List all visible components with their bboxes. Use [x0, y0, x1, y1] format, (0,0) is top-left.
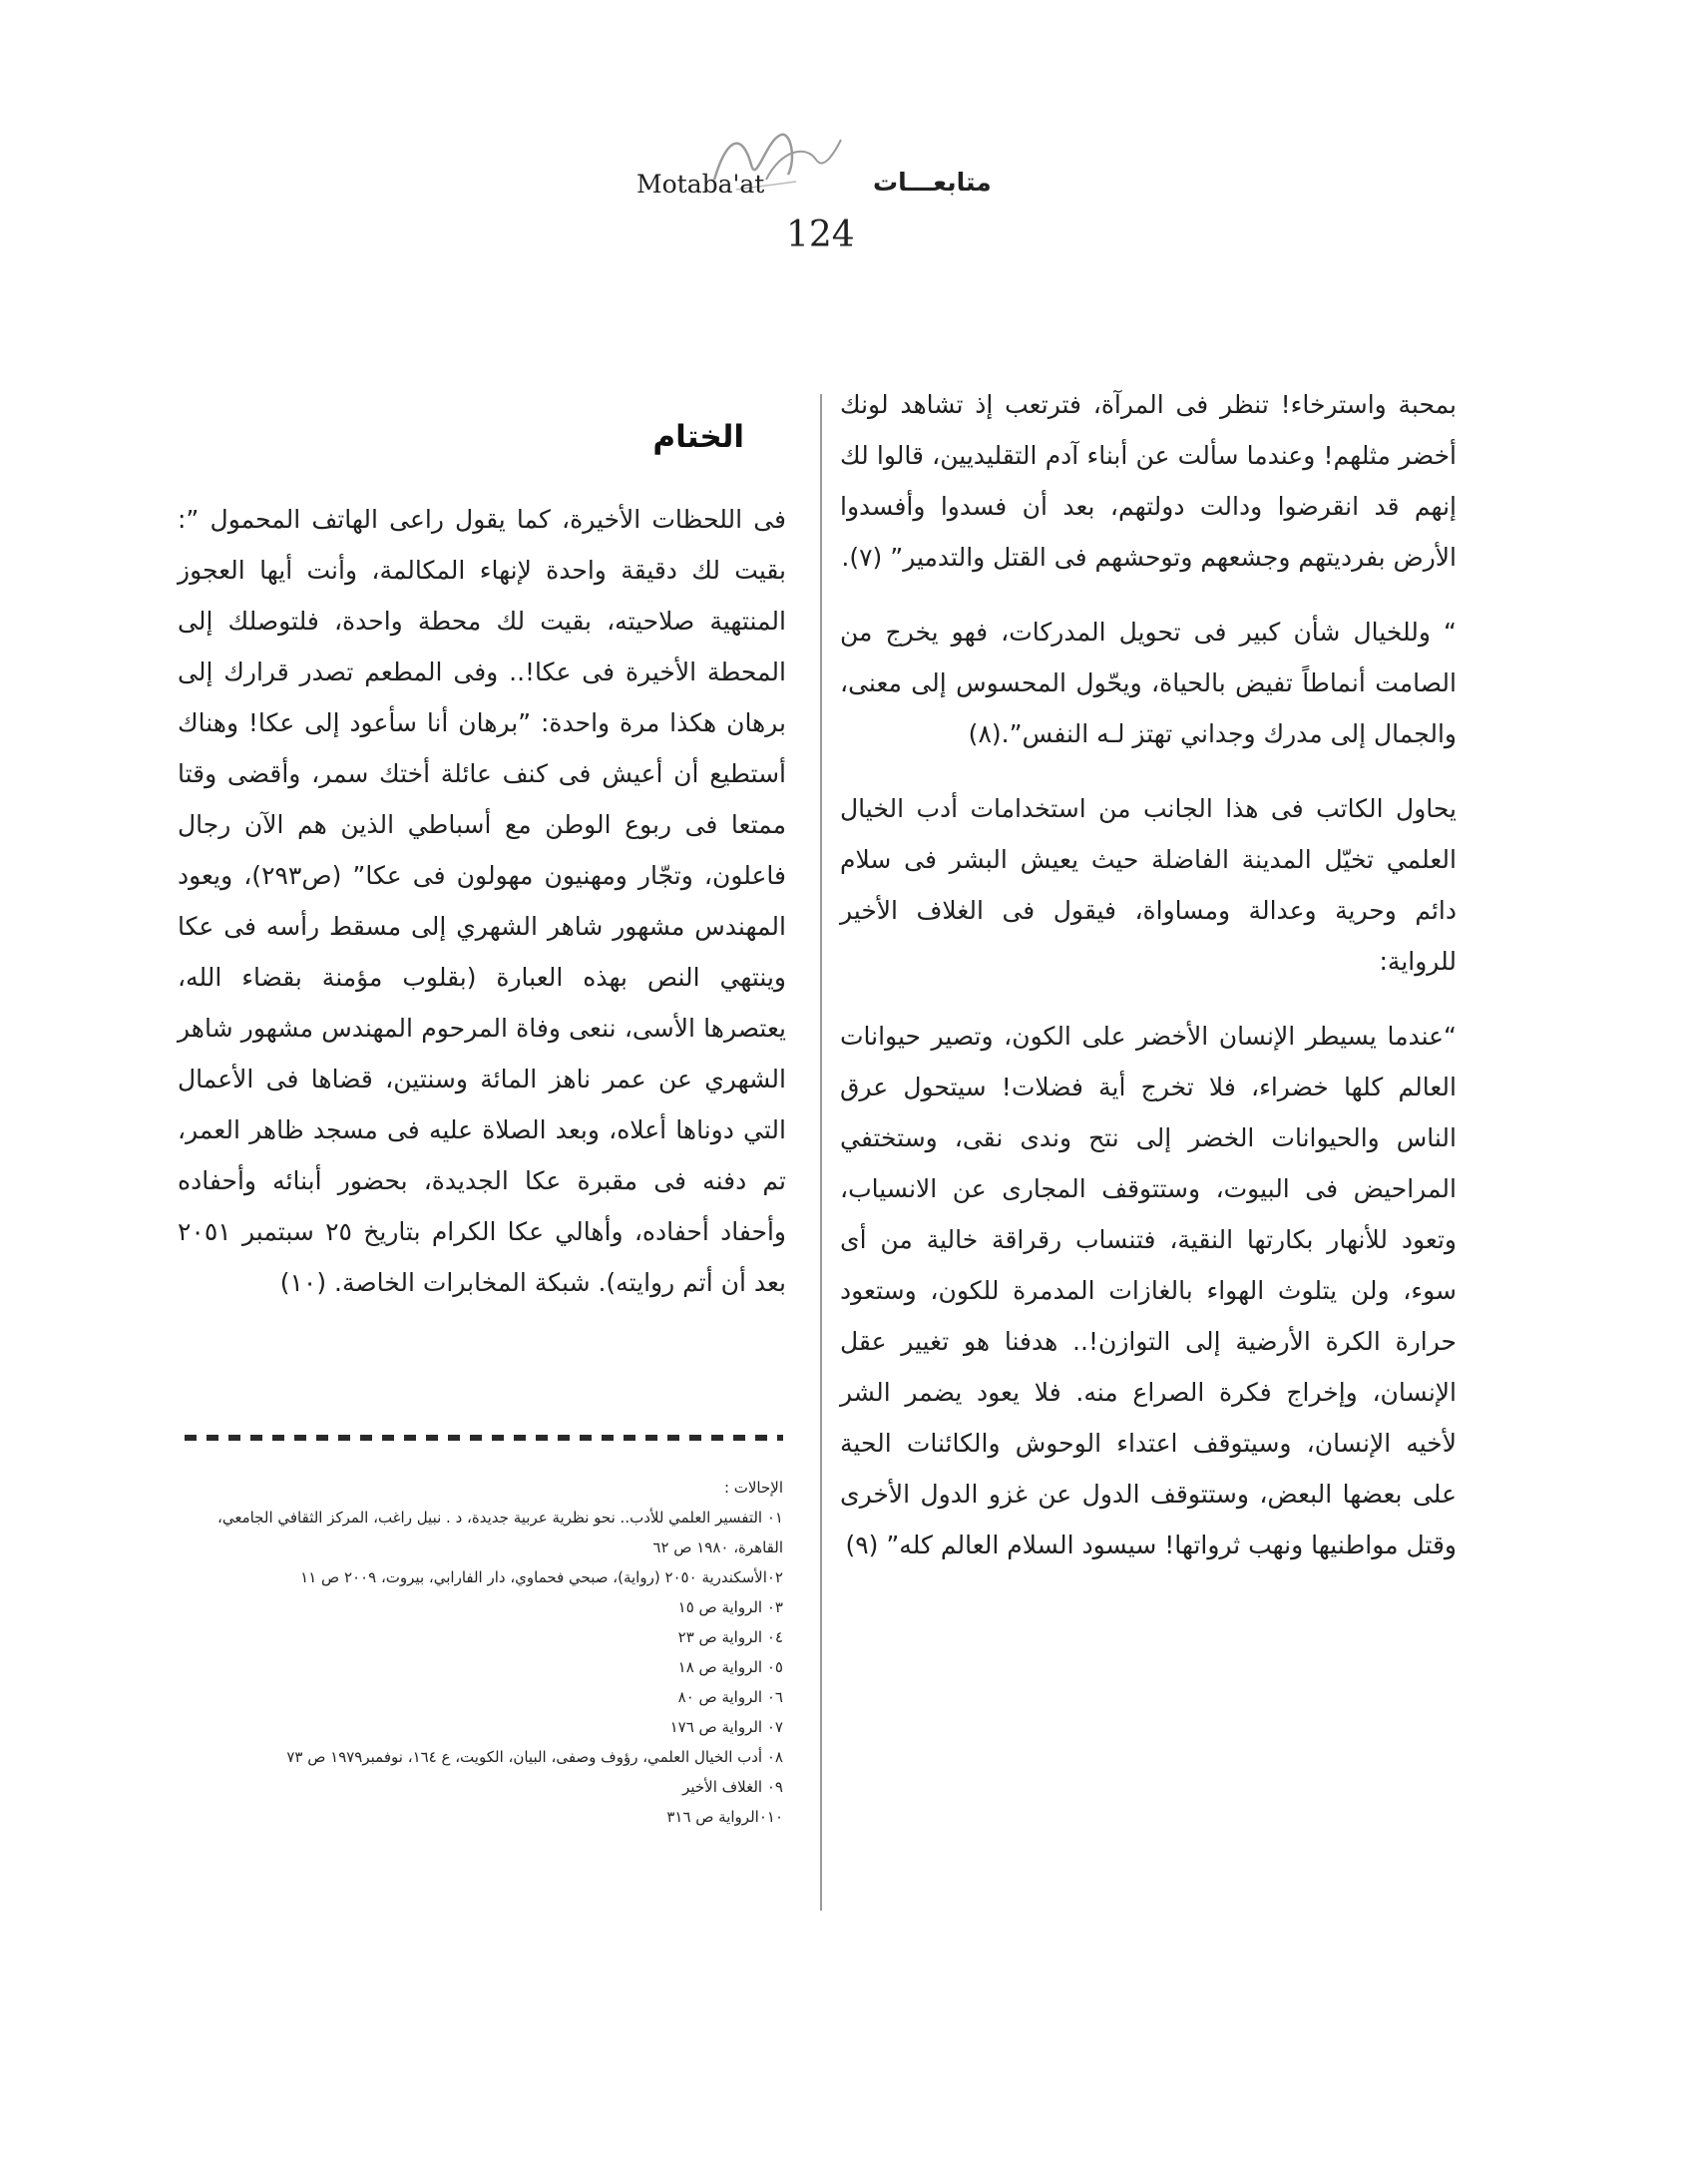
reference-item: ٠٣ الرواية ص ١٥	[677, 1598, 783, 1616]
reference-item: ٠٨ أدب الخيال العلمي، رؤوف وصفى، البيان، الكويت، ع ١٦٤، نوفمبر١٩٧٩ ص ٧٣	[286, 1748, 783, 1766]
left-column	[178, 494, 786, 1332]
dashed-separator	[185, 1435, 783, 1441]
references-list	[185, 1503, 783, 1832]
right-paragraph-2: “ وللخيال شأن كبير فى تحويل المدركات، فهو يخرج من الصامت أنماطاً تفيض بالحياة، ويحّول المحسوس إلى معنى، والجمال إلى مدرك وجداني تهتز لـه النفس”.(٨)	[840, 618, 1457, 748]
reference-item: ٠٤ الرواية ص ٢٣	[677, 1628, 783, 1646]
section-title: الختام	[652, 419, 744, 455]
right-paragraph-4: “عندما يسيطر الإنسان الأخضر على الكون، وتصير حيوانات العالم كلها خضراء، فلا تخرج أية فضلات! سيتحول عرق الناس والحيوانات الخضر إلى نتح وندى نقى، وستختفي المراحيض فى البيوت، وستتوقف المجارى عن الانسياب، وتعود للأنهار بكارتها النقية، فتنساب رقراقة خالية من أى سوء، ولن يتلوث الهواء بالغازات المدمرة للكون، وستعود حرارة الكرة الأرضية إلى التوازن!.. هدفنا هو تغيير عقل الإنسان، وإخراج فكرة الصراع منه. فلا يعود يضمر الشر لأخيه الإنسان، وسيتوقف اعتداء الوحوش والكائنات الحية على بعضها البعض، وستتوقف الدول عن غزو الدول الأخرى وقتل مواطنيها ونهب ثرواتها! سيسود السلام العالم كله” (٩)	[840, 1022, 1457, 1559]
right-paragraph-1: بمحبة واسترخاء! تنظر فى المرآة، فترتعب إذ تشاهد لونك أخضر مثلهم! وعندما سألت عن أبناء آدم التقليديين، قالوا لك إنهم قد انقرضوا ودالت دولتهم، بعد أن فسدوا وأفسدوا الأرض بفرديتهم وجشعهم وتوحشهم فى القتل والتدمير” (٧).	[840, 390, 1457, 572]
reference-item: ٠٦ الرواية ص ٨٠	[677, 1688, 783, 1706]
reference-item: ٠٥ الرواية ص ١٨	[677, 1658, 783, 1676]
references	[185, 1473, 783, 1832]
header-title-english: Motaba'at	[636, 170, 765, 199]
left-paragraph: فى اللحظات الأخيرة، كما يقول راعى الهاتف المحمول ”: بقيت لك دقيقة واحدة لإنهاء المكالمة، وأنت أيها العجوز المنتهية صلاحيته، بقيت لك محطة واحدة، فلتوصلك إلى المحطة الأخيرة فى عكا!.. وفى المطعم تصدر قرارك إلى برهان هكذا مرة واحدة: ”برهان أنا سأعود إلى عكا! وهناك أستطيع أن أعيش فى كنف عائلة أختك سمر، وأقضى وقتا ممتعا فى ربوع الوطن مع أسباطي الذين هم الآن رجال فاعلون، وتجّار ومهنيون مهولون فى عكا” (ص٢٩٣)، ويعود المهندس مشهور شاهر الشهري إلى مسقط رأسه فى عكا وينتهي النص بهذه العبارة (بقلوب مؤمنة بقضاء الله، يعتصرها الأسى، ننعى وفاة المرحوم المهندس مشهور شاهر الشهري عن عمر ناهز المائة وسنتين، قضاها فى الأعمال التي دوناها أعلاه، وبعد الصلاة عليه فى مسجد ظاهر العمر، تم دفنه فى مقبرة عكا الجديدة، بحضور أبنائه وأحفاده وأحفاد أحفاده، وأهالي عكا الكرام بتاريخ ٢٥ سبتمبر ٢٠٥١ بعد أن أتم روايته). شبكة المخابرات الخاصة. (١٠)	[178, 505, 786, 1297]
reference-item: ٠١ التفسير العلمي للأدب.. نحو نظرية عربية جديدة، د . نبيل راغب، المركز الثقافي الجامعي، القاهرة، ١٩٨٠ ص ٦٢	[217, 1509, 783, 1556]
references-title: الإحالات :	[723, 1479, 783, 1497]
right-paragraph-3: يحاول الكاتب فى هذا الجانب من استخدامات أدب الخيال العلمي تخيّل المدينة الفاضلة حيث يعيش البشر فى سلام دائم وحرية وعدالة ومساواة، فيقول فى الغلاف الأخير للرواية:	[840, 794, 1457, 976]
reference-item: ٠١٠الرواية ص ٣١٦	[666, 1808, 783, 1826]
column-divider	[820, 394, 822, 1911]
reference-item: ٠٩ الغلاف الأخير	[682, 1778, 783, 1796]
right-column	[840, 379, 1457, 1594]
page-number: 124	[786, 215, 855, 255]
page-header	[599, 120, 1097, 259]
header-title-arabic: متابعـــات	[873, 168, 992, 197]
reference-item: ٠٢الأسكندرية ٢٠٥٠ (رواية)، صبحي فحماوي، دار الفارابي، بيروت، ٢٠٠٩ ص ١١	[300, 1568, 783, 1586]
reference-item: ٠٧ الرواية ص ١٧٦	[669, 1718, 783, 1736]
